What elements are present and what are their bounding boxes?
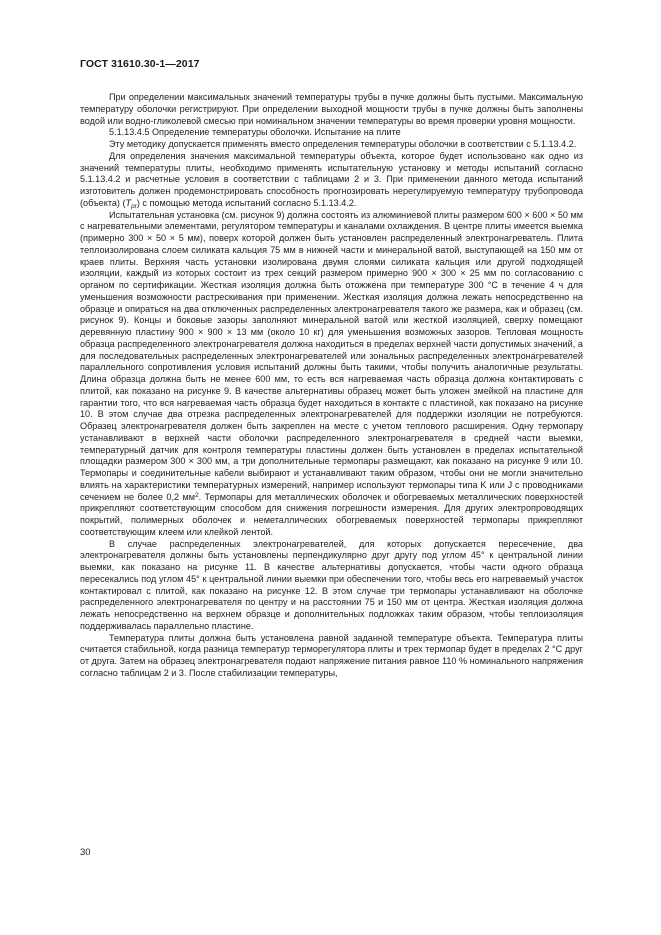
paragraph <box>80 210 583 539</box>
paragraph: Эту методику допускается применять вместо определения температуры оболочки в соответствии с 5.1.13.4.2. <box>109 139 577 149</box>
superscript: 2 <box>194 491 199 499</box>
section-heading: 5.1.13.4.5 Определение температуры оболочки. Испытание на плите <box>109 127 401 138</box>
paragraph: При определении максимальных значений температуры трубы в пучке должны быть пустыми. Максимальную температуру оболочки регистрируют. При определении выходной мощности трубы в пучке должны быть заполнены водой или водно-гликолевой смесью при номинальном значении температуры во время проверки уровня мощности. <box>80 92 583 126</box>
paragraph-text: Испытательная установка (см. рисунок 9) должна состоять из алюминиевой плиты размером 600 × 600 × 50 мм с нагревательными элементами, регулятором температуры и каналами охлаждения. В центре плиты имеется выемка (примерно 300 × 50 × 5 мм), поверх которой должен быть установлен распределенный электронагреватель. Плита теплоизолирована слоем силиката кальция 75 мм в нижней части и минеральной ватой, выступающей на 150 мм от краев плиты. Верхняя часть установки изолирована двумя слоями силиката кальция или другой подходящей изоляции, каждый из которых состоит из трех секций размером примерно 900 × 300 × 25 мм по согласованию с органом по сертификации. Жесткая изоляция должна быть отожжена при температуре 300 °С в течение 4 ч для уменьшения возможности растрескивания при применении. Жесткая изоляция должна лежать непосредственно на образце и опираться на два отключенных распределенных электронагревателя такого же размера, как и образец (см. рисунок 9). Концы и боковые зазоры заполняют минеральной ватой или жесткой изоляцией, сверху помещают деревянную пластину 900 × 900 × 13 мм (около 10 кг) для уменьшения возможных зазоров. Тепловая мощность образца распределенного электронагревателя должна находиться в пределах верхней части допустимых значений, а для последовательных распределенных электронагревателей или зональных распределенных электронагревателей параллельного сопротивления условия испытаний должны быть такими, чтобы получить аналогичные результаты. Длина образца должна быть не менее 600 мм, то есть вся нагреваемая часть образца должна контактировать с плитой, как показано на рисунке 9. В качестве альтернативы образец может быть уложен змейкой на пластине для гарантии того, что вся нагреваемая часть образца будет находиться в контакте с пластиной, как показано на рисунке 10. В этом случае два отрезка распределенных электронагревателей для поддержки изоляции не потребуются. Образец электронагревателя должен быть закреплен на месте с учетом теплового расширения. Одну термопару устанавливают в верхней части оболочки распределенного электронагревателя в средней части выемки, температурный датчик для контроля температуры пластины должен быть установлен в пределах испытательной площадки размером 300 × 300 мм, а три дополнительные термопары размещают, как показано на рисунке 9 или 10. Термопары и соединительные кабели выбирают и устанавливают таким образом, чтобы они не могли значительно влиять на характеристики температурных измерений, например используют термопары типа K или J с проводниками сечением не более 0,2 мм <box>80 209 583 502</box>
document-header: ГОСТ 31610.30-1—2017 <box>80 58 200 70</box>
paragraph-text: ) с помощью метода испытаний согласно 5.1.13.4.2. <box>136 197 357 208</box>
document-body <box>80 92 583 680</box>
paragraph-text: . Термопары для металлических оболочек и обогреваемых металлических поверхностей прикрепляют соответствующим способом для снижения погрешности измерения. Для других электропроводящих покрытий, полимерных оболочек и неметаллических обогреваемых поверхностей термопары прикрепляют соответствующим клеем или клейкой лентой. <box>80 491 583 537</box>
variable-symbol: T <box>125 197 132 208</box>
paragraph <box>80 151 583 210</box>
subscript-text: pr <box>131 202 137 210</box>
paragraph-text: Для определения значения максимальной температуры объекта, которое будет использовано как одно из значений температуры плиты, необходимо применять испытательную установку и методы испытаний согласно 5.1.13.4.2 и расчетные условия в соответствии с таблицами 2 и 3. При применении данного метода испытаний изготовитель должен продемонстрировать способность прогнозировать нерегулируемую температуру трубопровода (объекта) ( <box>80 150 583 208</box>
page-number: 30 <box>80 847 91 858</box>
paragraph: Температура плиты должна быть установлена равной заданной температуре объекта. Температура плиты считается стабильной, когда разница температур терморегулятора плиты и трех термопар будет в пределах 2 °С друг от друга. Затем на образец электронагревателя подают напряжение питания равное 110 % номинального напряжения согласно таблицам 2 и 3. После стабилизации температуры, <box>80 632 583 678</box>
paragraph: В случае распределенных электронагревателей, для которых допускается пересечение, два электронагревателя должны быть установлены перпендикулярно друг другу под углом 45° к центральной линии выемки, как показано на рисунке 11. В качестве альтернативы допускается, чтобы части одного образца пересекались под углом 45° к центральной линии выемки при обеспечении того, чтобы весь его нагреваемый участок контактировал с плитой, как показано на рисунке 12. В этом случае три термопары устанавливают на оболочке распределенного электронагревателя по центру и на расстоянии 75 и 150 мм от центра. Жесткая изоляция должна лежать непосредственно на верхнем образце и дополнительных подложках таким образом, чтобы теплоизоляция поддерживалась параллельно пластине. <box>80 538 583 631</box>
